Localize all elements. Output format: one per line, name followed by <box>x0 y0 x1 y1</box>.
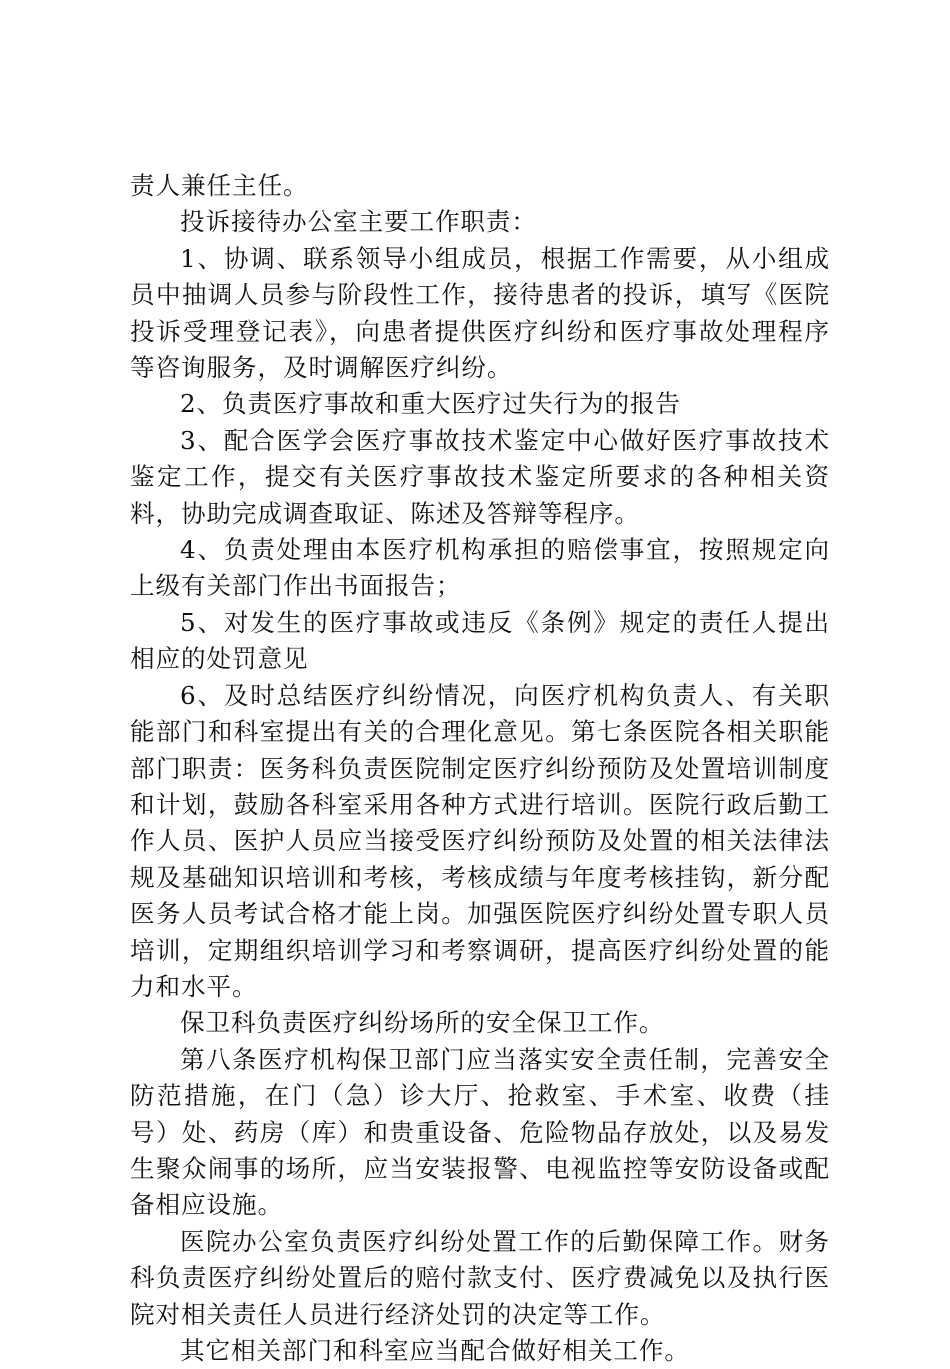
document-body <box>130 168 830 1369</box>
paragraph: 2、负责医疗事故和重大医疗过失行为的报告 <box>180 389 681 419</box>
paragraph: 保卫科负责医疗纠纷场所的安全保卫工作。 <box>180 1008 665 1038</box>
paragraph: 5、对发生的医疗事故或违反《条例》规定的责任人提出相应的处罚意见 <box>130 607 830 674</box>
paragraph: 4、负责处理由本医疗机构承担的赔偿事宜，按照规定向上级有关部门作出书面报告； <box>130 535 830 601</box>
paragraph: 6、及时总结医疗纠纷情况，向医疗机构负责人、有关职能部门和科室提出有关的合理化意见。第七条医院各相关职能部门职责：医务科负责医院制定医疗纠纷预防及处置培训制度和计划，鼓励各科室采用各种方式进行培训。医院行政后勤工作人员、医护人员应当接受医疗纠纷预防及处置的相关法律法规及基础知识培训和考核，考核成绩与年度考核挂钩，新分配医务人员考试合格才能上岗。加强医院医疗纠纷处置专职人员培训，定期组织培训学习和考察调研，提高医疗纠纷处置的能力和水平。 <box>130 680 830 1001</box>
paragraph: 3、配合医学会医疗事故技术鉴定中心做好医疗事故技术鉴定工作，提交有关医疗事故技术鉴定所要求的各种相关资料，协助完成调查取证、陈述及答辩等程序。 <box>130 425 830 528</box>
paragraph: 责人兼任主任。 <box>130 171 309 200</box>
paragraph: 医院办公室负责医疗纠纷处置工作的后勤保障工作。财务科负责医疗纠纷处置后的赔付款支付、医疗费减免以及执行医院对相关责任人员进行经济处罚的决定等工作。 <box>130 1226 830 1329</box>
paragraph: 第八条医疗机构保卫部门应当落实安全责任制，完善安全防范措施，在门（急）诊大厅、抢救室、手术室、收费（挂号）处、药房（库）和贵重设备、危险物品存放处，以及易发生聚众闹事的场所，应当安装报警、电视监控等安防设备或配备相应设施。 <box>130 1044 830 1220</box>
paragraph: 其它相关部门和科室应当配合做好相关工作。 <box>180 1336 690 1365</box>
paragraph: 投诉接待办公室主要工作职责： <box>180 207 537 237</box>
paragraph: 1、协调、联系领导小组成员，根据工作需要，从小组成员中抽调人员参与阶段性工作，接待患者的投诉，填写《医院投诉受理登记表》，向患者提供医疗纠纷和医疗事故处理程序等咨询服务，及时调解医疗纠纷。 <box>130 243 830 383</box>
